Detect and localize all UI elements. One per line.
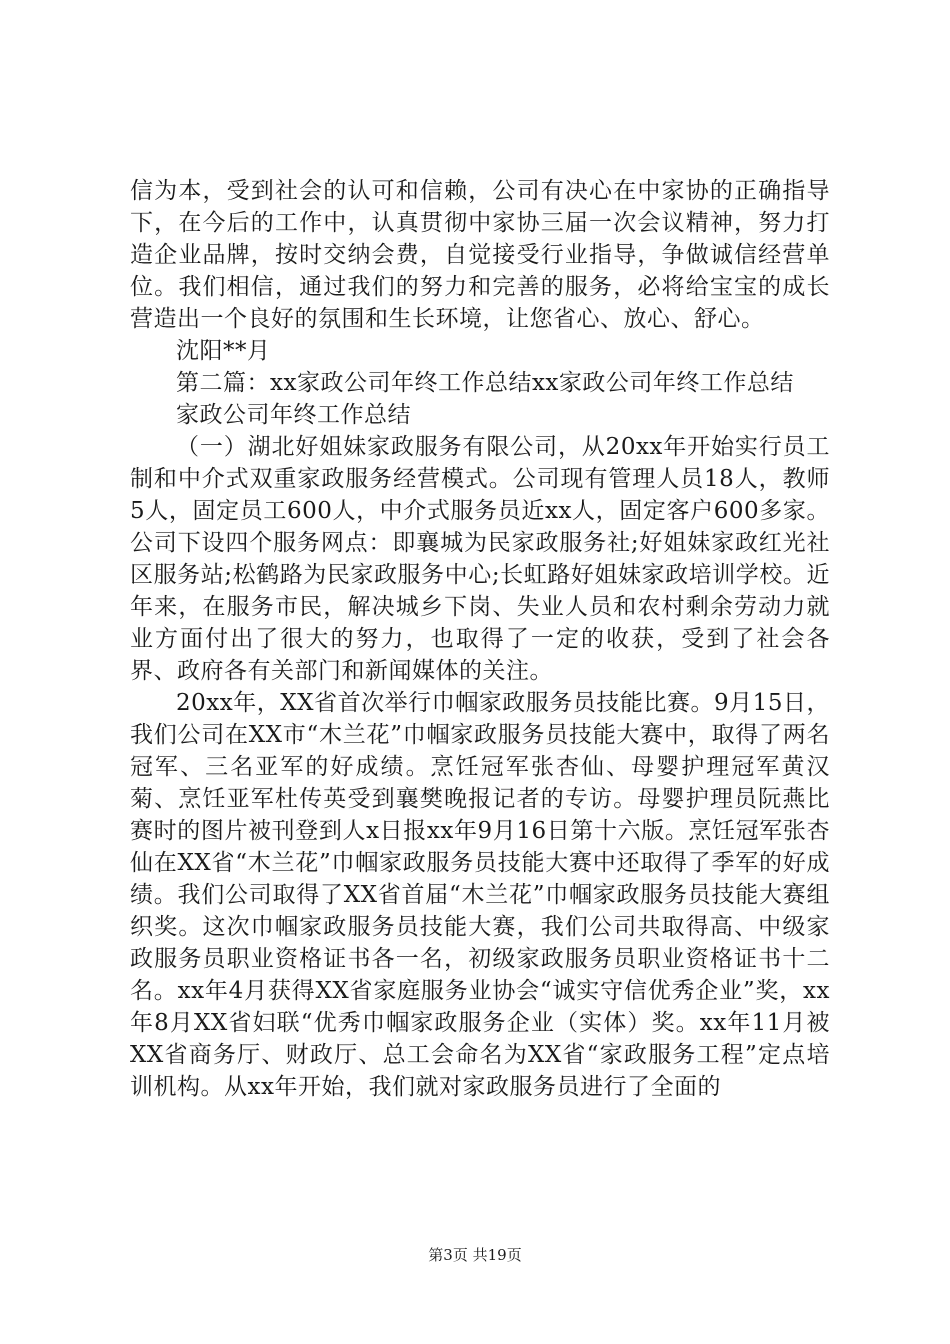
document-body	[130, 175, 830, 1103]
paragraph-6: 20xx年，XX省首次举行巾帼家政服务员技能比赛。9月15日，我们公司在XX市“木兰花”巾帼家政服务员技能大赛中，取得了两名冠军、三名亚军的好成绩。烹饪冠军张杏仙、母婴护理冠军黄汉菊、烹饪亚军杜传英受到襄樊晚报记者的专访。母婴护理员阮燕比赛时的图片被刊登到人x日报xx年9月16日第十六版。烹饪冠军张杏仙在XX省“木兰花”巾帼家政服务员技能大赛中还取得了季军的好成绩。我们公司取得了XX省首届“木兰花”巾帼家政服务员技能大赛组织奖。这次巾帼家政服务员技能大赛，我们公司共取得高、中级家政服务员职业资格证书各一名，初级家政服务员职业资格证书十二名。xx年4月获得XX省家庭服务业协会“诚实守信优秀企业”奖，xx年8月XX省妇联“优秀巾帼家政服务企业（实体）奖。xx年11月被XX省商务厅、财政厅、总工会命名为XX省“家政服务工程”定点培训机构。从xx年开始，我们就对家政服务员进行了全面的	[130, 690, 830, 1100]
paragraph-5: （一）湖北好姐妹家政服务有限公司，从20xx年开始实行员工制和中介式双重家政服务经营模式。公司现有管理人员18人，教师5人，固定员工600人，中介式服务员近xx人，固定客户600多家。公司下设四个服务网点：即襄城为民家政服务社;好姐妹家政红光社区服务站;松鹤路为民家政服务中心;长虹路好姐妹家政培训学校。近年来，在服务市民，解决城乡下岗、失业人员和农村剩余劳动力就业方面付出了很大的努力，也取得了一定的收获，受到了社会各界、政府各有关部门和新闻媒体的关注。	[130, 434, 830, 684]
page-footer: 第3页 共19页	[428, 1246, 522, 1264]
paragraph-4-subtitle: 家政公司年终工作总结	[176, 402, 411, 428]
paragraph-2: 沈阳**月	[176, 338, 271, 364]
paragraph-1: 信为本，受到社会的认可和信赖，公司有决心在中家协的正确指导下，在今后的工作中，认真贯彻中家协三届一次会议精神，努力打造企业品牌，按时交纳会费，自觉接受行业指导，争做诚信经营单位。我们相信，通过我们的努力和完善的服务，必将给宝宝的成长营造出一个良好的氛围和生长环境，让您省心、放心、舒心。	[130, 178, 830, 332]
paragraph-3-section-title: 第二篇：xx家政公司年终工作总结xx家政公司年终工作总结	[176, 370, 794, 396]
